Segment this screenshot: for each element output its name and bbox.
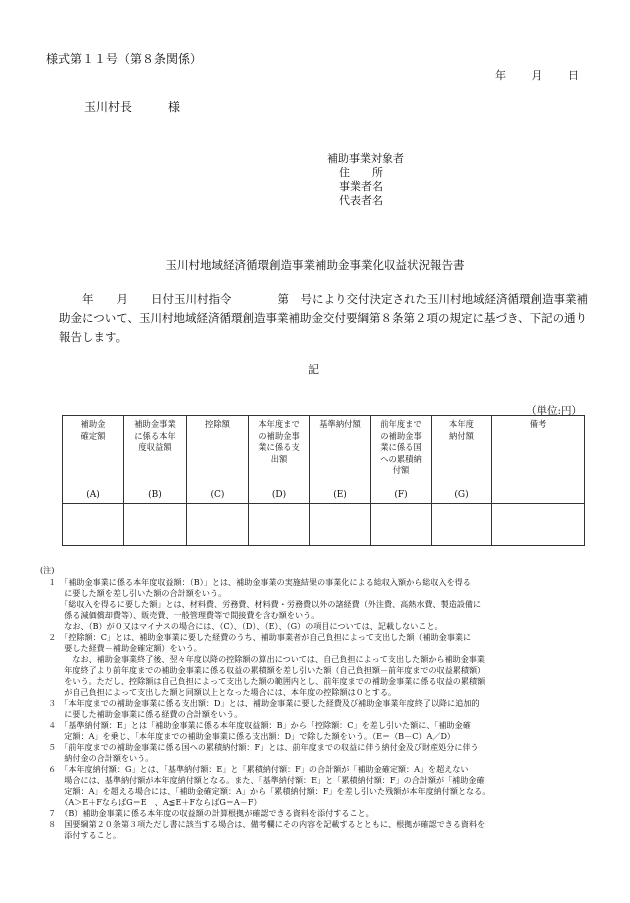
header-label-line: 納付額 [449, 430, 474, 441]
header-label-line: 本年度まで [258, 419, 300, 429]
date-year: 年 [495, 69, 506, 82]
data-cell-remarks[interactable] [492, 504, 585, 546]
note-line: 係る減価償却費等）、販売費、一般管理費等で間接費を含む額をいう。 [40, 610, 320, 620]
header-letter-d: (D) [271, 490, 287, 500]
header-letter-e: (E) [333, 490, 347, 500]
document-title: 玉川村地域経済循環創造事業補助金事業化収益状況報告書 [165, 258, 465, 272]
note-line: （A＞E＋FならばG＝E 、A≦E＋FならばG＝A－F） [40, 797, 262, 807]
table-data-row [63, 504, 585, 546]
note-line: 定額：A」を乗じ、「本年度までの補助金事業に係る支出額：D」で除した額をいう。（E＝（B－C）A／D） [40, 731, 456, 741]
table-header-row [63, 416, 585, 504]
header-cell-e [310, 416, 371, 504]
header-label-line: の補助金事 [258, 430, 300, 441]
data-cell-f[interactable] [371, 504, 432, 546]
note-line: なお、（B）が０又はマイナスの場合には、（C）、（D）、（E）、（G）の項目については、記載しないこと。 [40, 621, 443, 631]
note-line: 「総収入を得るに要した額」とは、材料費、労務費、材料費・労務費以外の諸経費（外注費、高熱水費、製造設備に [40, 599, 482, 609]
data-cell-e[interactable] [310, 504, 371, 546]
header-cell-f [371, 416, 432, 504]
note-line: 年度終了より前年度までの補助金事業に係る収益の累積額を差し引いた額（自己負担額－前年度までの収益累積額） [40, 665, 486, 675]
header-cell-remarks [492, 416, 585, 504]
note-line: 納付金の合計額をいう。 [40, 753, 154, 763]
unit-label: （単位:円） [526, 405, 583, 417]
header-letter-g: (G) [454, 490, 469, 500]
header-label-line: 業に係る支 [258, 442, 300, 452]
body-text: 年 月 日付玉川村指令 第 号により交付決定された玉川村地域経済循環創造事業補助金について、玉川村地域経済循環創造事業補助金交付要綱第８条第２項の規定に基づき、下記の通り報告します。 [59, 292, 588, 344]
note-line: ８ 国要綱第２０条第３項ただし書に該当する場合は、備考欄にその内容を記載するとともに、根拠が確認できる資料を [40, 819, 486, 829]
note-line: 要した経費－補助金確定額）をいう。 [40, 643, 202, 653]
header-cell-g [432, 416, 492, 504]
header-label-f [371, 416, 431, 477]
header-cell-a [63, 416, 124, 504]
addressee: 玉川村長 様 [84, 100, 181, 114]
form-number: 様式第１１号（第８条関係） [46, 52, 203, 66]
date-month: 月 [531, 69, 543, 82]
note-line: ７ （B）補助金事業に係る本年度の収益額の計算根拠が確認できる資料を添付すること。 [40, 808, 374, 818]
header-label-line: 控除額 [205, 419, 230, 429]
report-table [62, 415, 585, 546]
note-line: に要した額を差し引いた額の合計額をいう。 [40, 588, 227, 598]
data-cell-c[interactable] [187, 504, 249, 546]
notes-section [40, 565, 600, 841]
header-cell-c [187, 416, 249, 504]
note-line: なお、補助金事業終了後、翌々年度以降の控除額の算出については、自己負担によって支出した額から補助金事業 [40, 654, 485, 664]
header-label-remarks [492, 416, 584, 431]
header-letter-c: (C) [210, 490, 225, 500]
header-label-line: 確定額 [80, 430, 106, 441]
note-line: が自己負担によって支出した額と同額以上となった場合には、本年度の控除額は０とする。 [40, 687, 397, 697]
applicant-business-name-label: 事業者名 [339, 180, 383, 193]
note-line: ３ 「本年度までの補助金事業に係る支出額：D」とは、補助金事業に要した経費及び補助金事業年度終了以降に追加的 [40, 698, 480, 708]
data-cell-g[interactable] [432, 504, 492, 546]
ki-marker: 記 [308, 363, 319, 376]
header-label-line: 付額 [392, 465, 410, 475]
applicant-label: 補助事業対象者 [327, 152, 404, 165]
header-label-line: への累積納 [380, 453, 422, 464]
note-line: 場合には、基準納付額が本年度納付額となる。また、「基準納付額：E」と「累積納付額：F」の合計額が「補助金確 [40, 775, 485, 785]
header-label-e [310, 416, 370, 431]
header-label-line: 出額 [270, 453, 288, 464]
header-label-a [63, 416, 123, 442]
applicant-block [327, 152, 404, 208]
note-line: ４ 「基準納付額：E」とは「補助金事業に係る本年度収益額：B」から「控除額：C」を差し引いた額に、「補助金確 [40, 720, 471, 730]
date-day: 日 [568, 69, 579, 82]
header-label-line: 度収益額 [138, 442, 172, 452]
header-label-line: の補助金事 [380, 430, 422, 441]
header-label-line: 業に係る国 [380, 442, 422, 452]
note-line: に要した補助金事業に係る経費の合計額をいう。 [40, 709, 243, 719]
header-label-g [432, 416, 491, 442]
header-letter-b: (B) [148, 490, 162, 500]
header-letter-a: (A) [86, 490, 100, 500]
note-line: 添付すること。 [40, 830, 121, 840]
header-label-line: 基準納付額 [319, 419, 361, 429]
data-cell-d[interactable] [249, 504, 310, 546]
note-line: １ 「補助金事業に係る本年度収益額：（B）」とは、補助金事業の実施結果の事業化による総収入額から総収入を得る [40, 577, 471, 587]
header-label-line: に係る本年 [134, 430, 176, 441]
header-label-c [187, 416, 248, 431]
note-line: をいう。ただし、控除額は自己負担によって支出した額の範囲内とし、前年度までの補助金事業に係る収益の累積額 [40, 676, 486, 686]
data-cell-a[interactable] [63, 504, 124, 546]
notes-lines [40, 577, 600, 841]
note-line: ２ 「控除額：C」とは、補助金事業に要した経費のうち、補助事業者が自己負担によって支出した額（補助金事業に [40, 632, 472, 642]
header-label-line: 本年度 [449, 419, 474, 429]
date-line [495, 67, 579, 83]
applicant-representative-label: 代表者名 [339, 194, 383, 207]
notes-heading: (注) [40, 565, 55, 575]
data-cell-b[interactable] [124, 504, 187, 546]
note-line: ６ 「本年度納付額：G」とは、「基準納付額：E」と「累積納付額：F」の合計額が「補助金確定額：A」を超えない [40, 764, 469, 774]
header-cell-d [249, 416, 310, 504]
applicant-address-label: 住 所 [339, 166, 383, 179]
header-label-line: 補助金 [80, 419, 106, 429]
header-label-line: 備考 [529, 419, 547, 429]
header-label-d [249, 416, 309, 465]
header-label-b [124, 416, 186, 454]
note-line: ５ 「前年度までの補助金事業に係る国への累積納付額：F」とは、前年度までの収益に伴う納付金及び財産処分に伴う [40, 742, 479, 752]
note-line: 定額：A」を超える場合には、「補助金確定額：A」から「累積納付額：F」を差し引いた残額が本年度納付額となる。 [40, 786, 491, 796]
header-cell-b [124, 416, 187, 504]
header-label-line: 補助金事業 [134, 419, 176, 429]
header-label-line: 前年度まで [380, 419, 422, 429]
header-letter-f: (F) [394, 490, 408, 500]
